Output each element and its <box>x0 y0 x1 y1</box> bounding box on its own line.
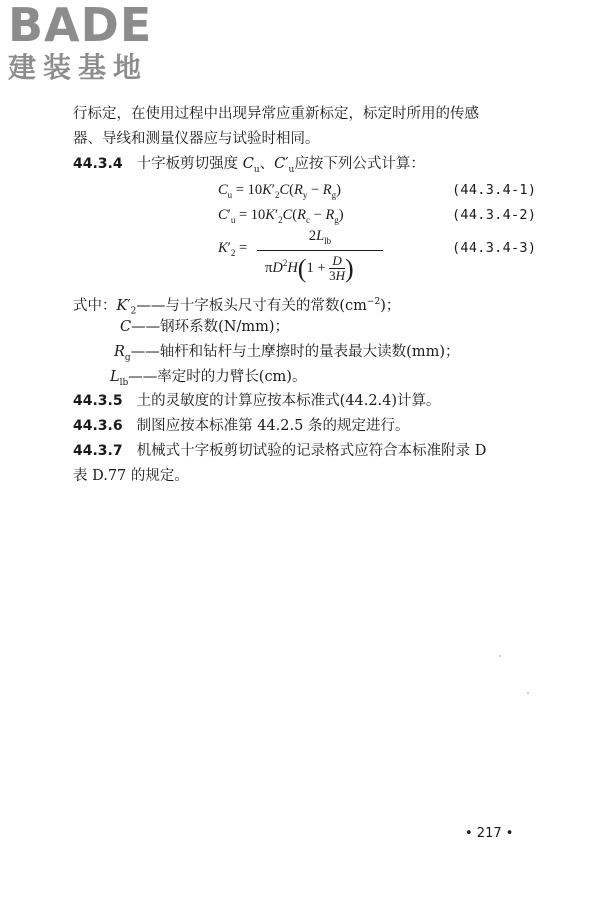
fraction-denominator: $\pi D^2H(1$ + $\frac{D}{3H}$ ) <box>265 253 354 284</box>
where-c-text: ——钢环系数(N/mm)； <box>131 319 289 335</box>
equation-3-fraction <box>245 228 395 284</box>
clause-44-3-7-cont: 表 D.77 的规定。 <box>73 468 189 484</box>
equation-1-number: (44.3.4-1) <box>452 182 537 198</box>
where-prefix: 式中： <box>73 297 117 314</box>
where-rg-text: ——轴杆和钻杆与土摩擦时的量表最大读数(mm)； <box>130 344 460 360</box>
where-rg: $R_g——$轴杆和钻杆与土摩擦时的量表最大读数(mm)； <box>114 344 460 363</box>
page-number: • 217 • <box>465 826 514 841</box>
equation-2-number: (44.3.4-2) <box>452 207 537 223</box>
logo-wordmark: BADE <box>8 0 153 52</box>
text-line-2: 器、导线和测量仪器应与试验时相同。 <box>73 131 320 147</box>
equation-2: $C'_u = 10K'_2C(R_c - R_g)$ <box>218 207 344 225</box>
clause-number: 44.3.7 <box>73 443 123 459</box>
clause-text: 十字板剪切强度 <box>136 156 243 172</box>
where-c: C——钢环系数(N/mm)； <box>120 319 289 335</box>
equation-3-lhs: $K'_2$ = <box>218 240 248 258</box>
where-llb: $L_{lb}——$率定时的力臂长(cm)。 <box>110 369 307 388</box>
clause-44-3-7 <box>73 441 486 461</box>
text-line-1: 行标定，在使用过程中出现异常应重新标定，标定时所用的传感 <box>73 106 479 122</box>
where-k-text: ——与十字板头尺寸有关的常数(cm <box>136 297 367 314</box>
fraction-bar <box>257 250 383 251</box>
clause-44-3-4: 44.3.4 十字板剪切强度 $C_u$、$C'_u$应按下列公式计算： <box>73 156 425 175</box>
where-k: 式中：$K'_2——$与十字板头尺寸有关的常数$(cm^{-2})$； <box>73 297 401 317</box>
equation-1: $C_u = 10K'_2C(R_y - R_g)$ <box>218 182 341 200</box>
clause-number: 44.3.4 <box>73 156 123 172</box>
logo-subtitle: 建装基地 <box>8 51 149 84</box>
where-llb-text: ——率定时的力臂长(cm)。 <box>128 369 307 385</box>
clause-text-end: 应按下列公式计算： <box>294 156 425 172</box>
clause-sep: 、 <box>259 156 275 172</box>
bade-logo <box>8 2 188 92</box>
where-k-end: )； <box>380 297 401 314</box>
clause-44-3-6 <box>73 416 409 436</box>
clause-text: 制图应按本标准第 44.2.5 条的规定进行。 <box>136 418 410 434</box>
clause-44-3-5 <box>73 391 441 411</box>
clause-number: 44.3.6 <box>73 418 123 434</box>
equation-3-number: (44.3.4-3) <box>452 240 537 256</box>
scan-speck <box>527 692 529 694</box>
clause-text: 机械式十字板剪切试验的记录格式应符合本标准附录 D <box>136 443 487 459</box>
where-k-exponent: −2 <box>366 297 381 307</box>
fraction-numerator: $2L_{lb}$ <box>308 228 332 246</box>
clause-number: 44.3.5 <box>73 393 123 409</box>
scan-speck <box>499 655 501 657</box>
clause-text: 土的灵敏度的计算应按本标准式(44.2.4)计算。 <box>136 393 441 409</box>
